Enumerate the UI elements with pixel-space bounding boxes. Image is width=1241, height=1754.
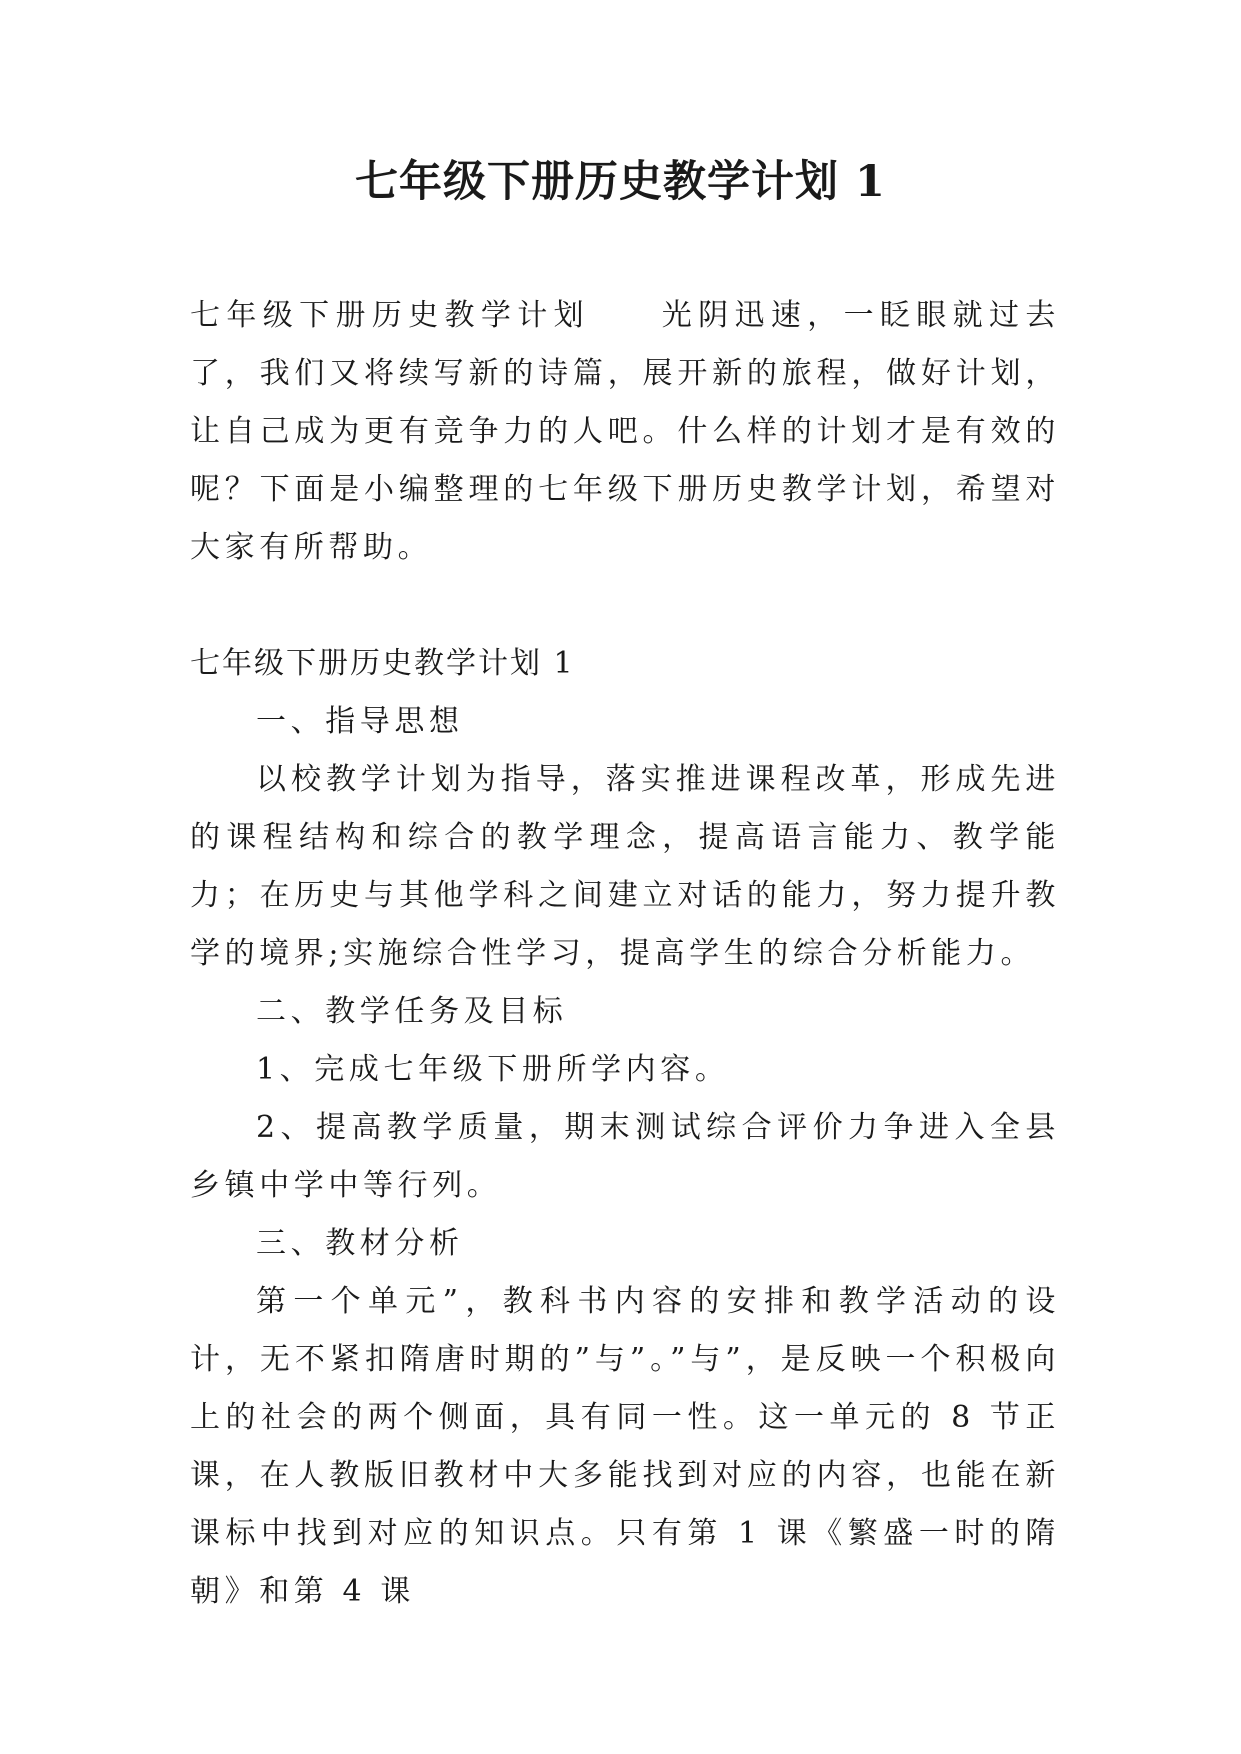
heading-textbook-analysis: 三、教材分析 [256,1226,464,1261]
heading-tasks-goals: 二、教学任务及目标 [256,994,568,1029]
intro-heading: 七年级下册历史教学计划 [190,298,590,333]
heading-guiding-thought: 一、指导思想 [256,704,464,739]
intro-paragraph [190,287,1060,577]
paragraph-guiding-thought: 以校教学计划为指导，落实推进课程改革，形成先进的课程结构和综合的教学理念，提高语言能力、教学能力；在历史与其他学科之间建立对话的能力，努力提升教学的境界;实施综合性学习，提高学生的综合分析能力。 [190,762,1060,971]
section-content [190,693,1060,1621]
intro-text: 光阴迅速，一眨眼就过去了，我们又将续写新的诗篇，展开新的旅程，做好计划，让自己成为更有竞争力的人吧。什么样的计划才是有效的呢？下面是小编整理的七年级下册历史教学计划，希望对大家有所帮助。 [190,298,1060,565]
paragraph-textbook-analysis: 第一个单元”，教科书内容的安排和教学活动的设计，无不紧扣隋唐时期的”与”。”与”，是反映一个积极向上的社会的两个侧面，具有同一性。这一单元的 8 节正课，在人教版旧教材中大多能找到对应的内容，也能在新课标中找到对应的知识点。只有第 1 课《繁盛一时的隋朝》和第 4 课 [190,1284,1060,1609]
list-item-2: 2、提高教学质量，期末测试综合评价力争进入全县乡镇中学中等行列。 [190,1110,1060,1203]
list-item-1: 1、完成七年级下册所学内容。 [256,1052,730,1087]
section-title: 七年级下册历史教学计划 1 [190,646,575,681]
document-title: 七年级下册历史教学计划 1 [355,157,886,207]
